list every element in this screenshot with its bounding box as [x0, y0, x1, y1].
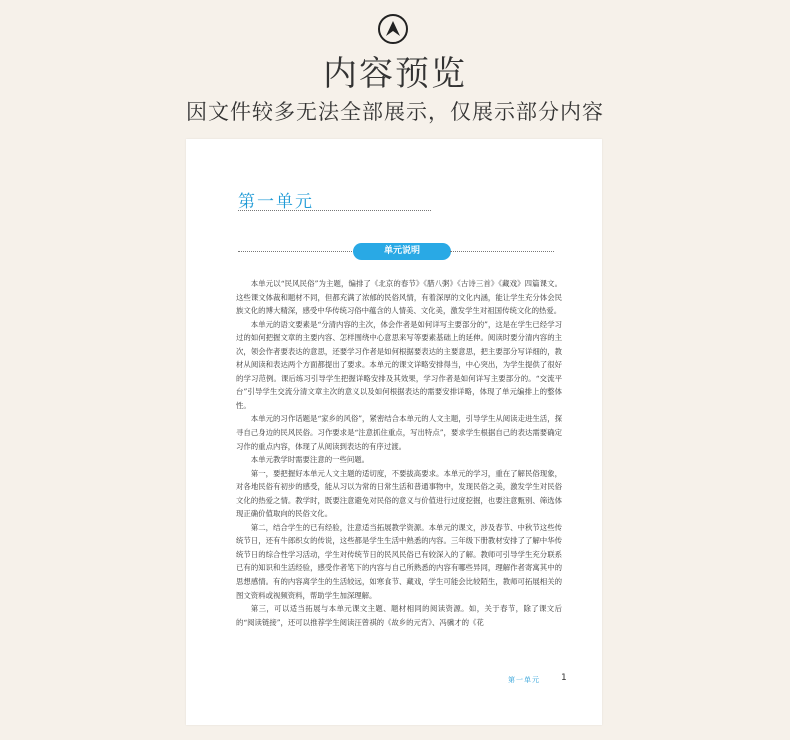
footer-unit-label: 第一单元: [508, 676, 540, 684]
logo-icon: [378, 14, 408, 44]
paragraph: 第二，结合学生的已有经验，注意适当拓展教学资源。本单元的课文，涉及春节、中秋节这些传统节日，还有牛郎织女的传说，这些都是学生生活中熟悉的内容。三年级下册教材安排了了解中华传统节日的综合性学习活动，学生对传统节日的民风民俗已有较深入的了解。教师可引导学生充分联系已有的知识和生活经验，感受作者笔下的内容与自己所熟悉的内容有哪些异同，理解作者寄寓其中的思想感情。有的内容离学生的生活较远，如寒食节、藏戏，学生可能会比较陌生，教师可拓展相关的图文资料或视频资料，帮助学生加深理解。: [236, 522, 562, 600]
paragraph: 本单元的习作话题是“家乡的风俗”，紧密结合本单元的人文主题，引导学生从阅读走进生活，探寻自己身边的民风民俗。习作要求是“注意抓住重点，写出特点”，要求学生根据自己的表达需要确定习作的重点内容，体现了从阅读到表达的有序过渡。: [236, 414, 562, 451]
paragraph: 第三，可以适当拓展与本单元课文主题、题材相同的阅读资源。如，关于春节，除了课文后的“阅读链接”，还可以推荐学生阅读汪曾祺的《故乡的元宵》、冯骥才的《花: [236, 604, 562, 627]
page-subtitle: 因文件较多无法全部展示，仅展示部分内容: [186, 100, 604, 124]
section-divider-right: [450, 251, 554, 252]
section-divider-left: [238, 251, 354, 252]
paragraph: 本单元教学时需要注意的一些问题。: [250, 455, 370, 465]
page-number: 1: [561, 673, 567, 683]
paragraph: 本单元的语文要素是“分清内容的主次，体会作者是如何详写主要部分的”，这是在学生已经学习过的如何把握文章的主要内容、怎样围绕中心意思来写等要素基础上的延伸。阅读时要分清内容的主次，领会作者要表达的意思，还要学习作者是如何根据要表达的主要意思，把主要部分写详细的，教材从阅读和表达两个方面都提出了要求。本单元的课文详略安排得当，中心突出，为学生提供了很好的学习范例。课后练习引导学生把握详略安排及其效果，学习作者是如何详写主要部分的。“交流平台”引导学生交流分清文章主次的意义以及如何根据表达的需要安排详略，体现了单元编排上的整体性。: [236, 319, 562, 410]
document-page: [186, 139, 602, 725]
section-badge: 单元说明: [353, 243, 451, 260]
body-text: [236, 277, 562, 629]
page-title: 内容预览: [323, 54, 467, 94]
unit-title: 第一单元: [238, 192, 314, 212]
arrow-up-icon: [385, 20, 401, 38]
paragraph: 第一，要把握好本单元人文主题的适切度，不要拔高要求。本单元的学习，重在了解民俗现象，对各地民俗有初步的感受，能从习以为常的日常生活和普通事物中，发现民俗之美，激发学生对民俗文化的热爱之情。教学时，既要注意避免对民俗的意义与价值进行过度挖掘，也要注意甄别、筛选体现正确价值取向的民俗文化。: [236, 468, 562, 519]
paragraph: 本单元以“民风民俗”为主题，编排了《北京的春节》《腊八粥》《古诗三首》《藏戏》四篇课文。这些课文体裁和题材不同，但都充满了浓郁的民俗风情，有着深厚的文化内涵，能让学生充分体会民族文化的博大精深，感受中华传统习俗中蕴含的人情美、文化美，激发学生对祖国传统文化的热爱。: [236, 279, 562, 316]
unit-title-underline: [238, 210, 431, 211]
